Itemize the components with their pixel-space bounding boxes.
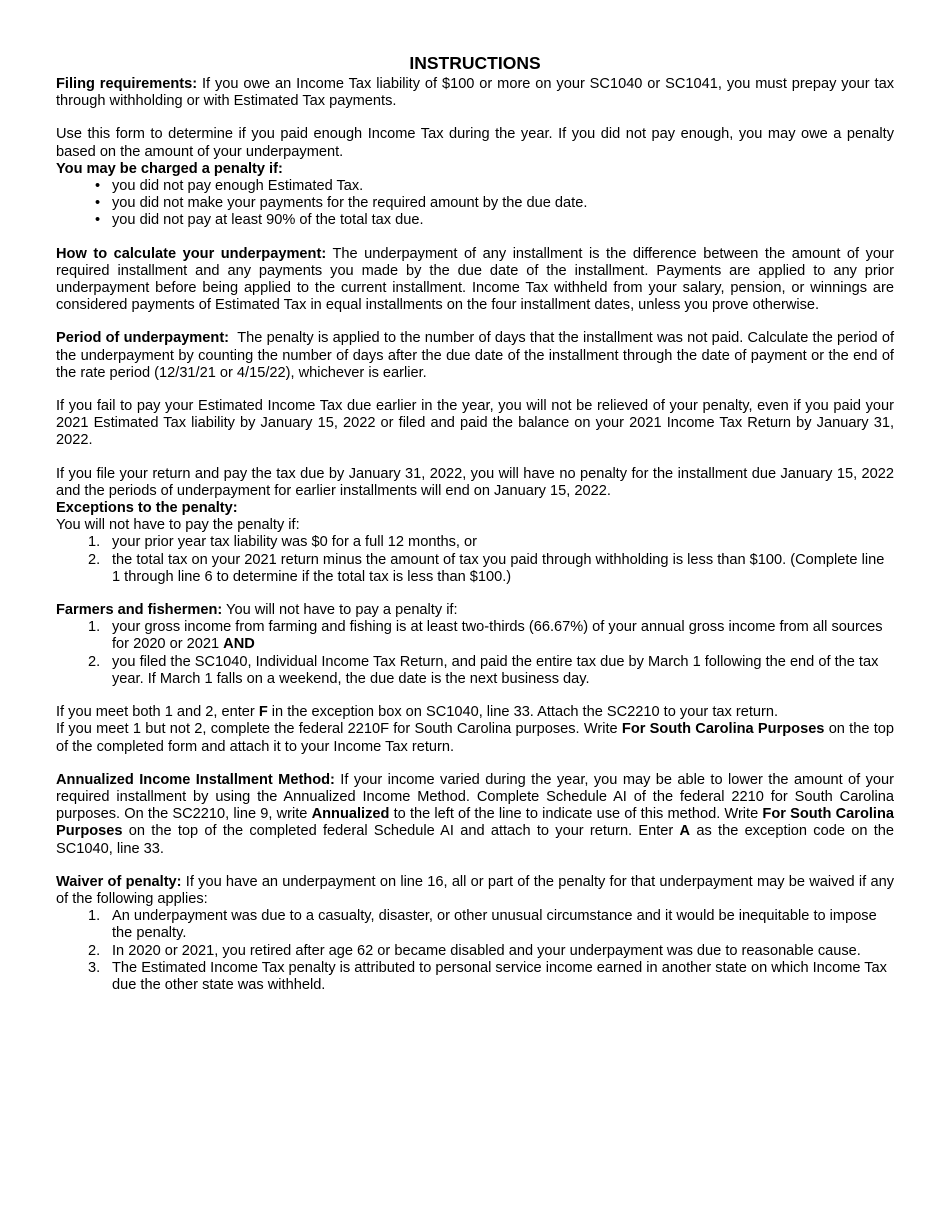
sc-purposes-emphasis: For South Carolina Purposes <box>621 721 825 738</box>
item-text: The Estimated Income Tax penalty is attributed to personal service income earned in another state on which Income Tax due the other state was withheld. <box>112 959 887 993</box>
waiver-text: If you have an underpayment on line 16, all or part of the penalty for that underpayment may be waived if any of the following applies: <box>56 873 894 907</box>
fail-to-pay-paragraph: If you fail to pay your Estimated Income Tax due earlier in the year, you will not be relieved of your penalty, even if you paid your 2021 Estimated Tax liability by January 15, 2022 or filed and paid the balance on your 2021 Income Tax Return by January 31, 2022. <box>56 398 894 449</box>
item-number: 2. <box>88 551 101 568</box>
exception-code-f: F <box>258 704 268 721</box>
how-to-calculate-text: The underpayment of any installment is the difference between the amount of your required installment and any payments you made by the due date of the installment. Payments are applied to any prior underpayment before being applied to the current installment. Income Tax withheld from your salary, pension, or winnings are considered payments of Estimated Tax in equal installments on the four installment dates, unless you prove otherwise. <box>56 245 894 314</box>
exceptions-intro: You will not have to pay the penalty if: <box>56 517 300 534</box>
item-text: An underpayment was due to a casualty, disaster, or other unusual circumstance and it would be inequitable to impose the penalty. <box>112 908 877 942</box>
meet-text: If you meet both 1 and 2, enter <box>56 704 259 721</box>
item-number: 2. <box>88 942 101 959</box>
meet-both-line <box>56 704 894 721</box>
annualized-text: If your income varied during the year, you may be able to lower the amount of your required installment by using the Annualized Income Method. Complete Schedule AI of the federal 2210 for South Carolina purposes. On the SC2210, line 9, write <box>56 771 894 823</box>
how-to-calculate-paragraph <box>56 246 894 315</box>
item-text: your gross income from farming and fishing is at least two-thirds (66.67%) of your annual gross income from all sources for 2020 or 2021 <box>112 619 883 653</box>
file-return-paragraph: If you file your return and pay the tax due by January 31, 2022, you will have no penalty for the installment due January 15, 2022 and the periods of underpayment for earlier installments will end on January 15, 2022. <box>56 465 894 499</box>
exceptions-heading: Exceptions to the penalty: <box>56 500 238 517</box>
use-form-paragraph: Use this form to determine if you paid enough Income Tax during the year. If you did not pay enough, you may owe a penalty based on the amount of your underpayment. <box>56 126 894 160</box>
meet-text: on the top of the completed form and attach it to your Income Tax return. <box>56 721 895 755</box>
annualized-paragraph <box>56 772 894 858</box>
exceptions-list <box>56 534 894 586</box>
waiver-paragraph <box>56 874 894 908</box>
penalty-heading: You may be charged a penalty if: <box>56 160 283 177</box>
list-item <box>56 960 894 994</box>
filing-requirements-text: If you owe an Income Tax liability of $100 or more on your SC1040 or SC1041, you must prepay your tax through withholding or with Estimated Tax payments. <box>56 76 894 110</box>
how-to-calculate-label: How to calculate your underpayment: <box>56 245 327 262</box>
list-item: • you did not pay enough Estimated Tax. <box>112 178 894 195</box>
farmers-text: You will not have to pay a penalty if: <box>222 602 458 619</box>
item-number: 1. <box>88 908 101 925</box>
farmers-label: Farmers and fishermen: <box>56 602 223 619</box>
list-item <box>56 552 894 586</box>
item-number: 2. <box>88 653 101 670</box>
annualized-label: Annualized Income Installment Method: <box>56 771 335 788</box>
list-item <box>56 654 894 688</box>
waiver-list <box>56 908 894 994</box>
item-text: your prior year tax liability was $0 for a full 12 months, or <box>112 534 478 551</box>
period-paragraph <box>56 330 899 382</box>
period-label: Period of underpayment: <box>56 330 230 347</box>
meet-text: If you meet 1 but not 2, complete the federal 2210F for South Carolina purposes. Write <box>56 721 622 738</box>
penalty-list <box>56 178 894 230</box>
item-number: 3. <box>88 959 101 976</box>
item-number: 1. <box>88 534 101 551</box>
meet-text: in the exception box on SC1040, line 33. Attach the SC2210 to your tax return. <box>267 704 779 721</box>
annualized-text: as the exception code on the SC1040, line 33. <box>56 823 895 857</box>
item-text: the total tax on your 2021 return minus the amount of tax you paid through withholding is less than $100. (Complete line 1 through line 6 to determine if the total tax is less than $100.) <box>112 551 885 585</box>
exception-code-a: A <box>679 823 691 840</box>
list-item <box>56 908 894 942</box>
farmers-list <box>56 619 894 688</box>
annualized-text: to the left of the line to indicate use of this method. Write <box>389 806 763 823</box>
list-item <box>56 534 894 551</box>
item-text: In 2020 or 2021, you retired after age 62 or became disabled and your underpayment was due to reasonable cause. <box>112 942 861 959</box>
page-title: INSTRUCTIONS <box>409 53 541 73</box>
list-item: • you did not make your payments for the required amount by the due date. <box>112 195 894 212</box>
filing-requirements-label: Filing requirements: <box>56 76 198 92</box>
annualized-emphasis: Annualized <box>311 806 390 823</box>
list-item: • you did not pay at least 90% of the total tax due. <box>112 212 894 229</box>
list-item <box>56 943 894 960</box>
filing-requirements-paragraph <box>56 76 894 110</box>
meet-one-line <box>56 721 894 755</box>
annualized-text: on the top of the completed federal Schedule AI and attach to your return. Enter <box>122 823 680 840</box>
and-emphasis: AND <box>223 636 255 653</box>
item-number: 1. <box>88 619 101 636</box>
item-text: you filed the SC1040, Individual Income Tax Return, and paid the entire tax due by March 1 following the end of the tax year. If March 1 falls on a weekend, the due date is the next business day. <box>112 653 879 687</box>
period-text: The penalty is applied to the number of days that the installment was not paid. Calculate the period of the underpayment by counting the number of days after the due date of the installment through the date of payment or the end of the rate period (12/31/21 or 4/15/22), whichever is earlier. <box>56 330 899 381</box>
list-item <box>56 619 894 653</box>
waiver-label: Waiver of penalty: <box>56 873 182 890</box>
sc-purposes-emphasis: For South Carolina Purposes <box>56 806 894 840</box>
farmers-paragraph <box>56 602 894 619</box>
